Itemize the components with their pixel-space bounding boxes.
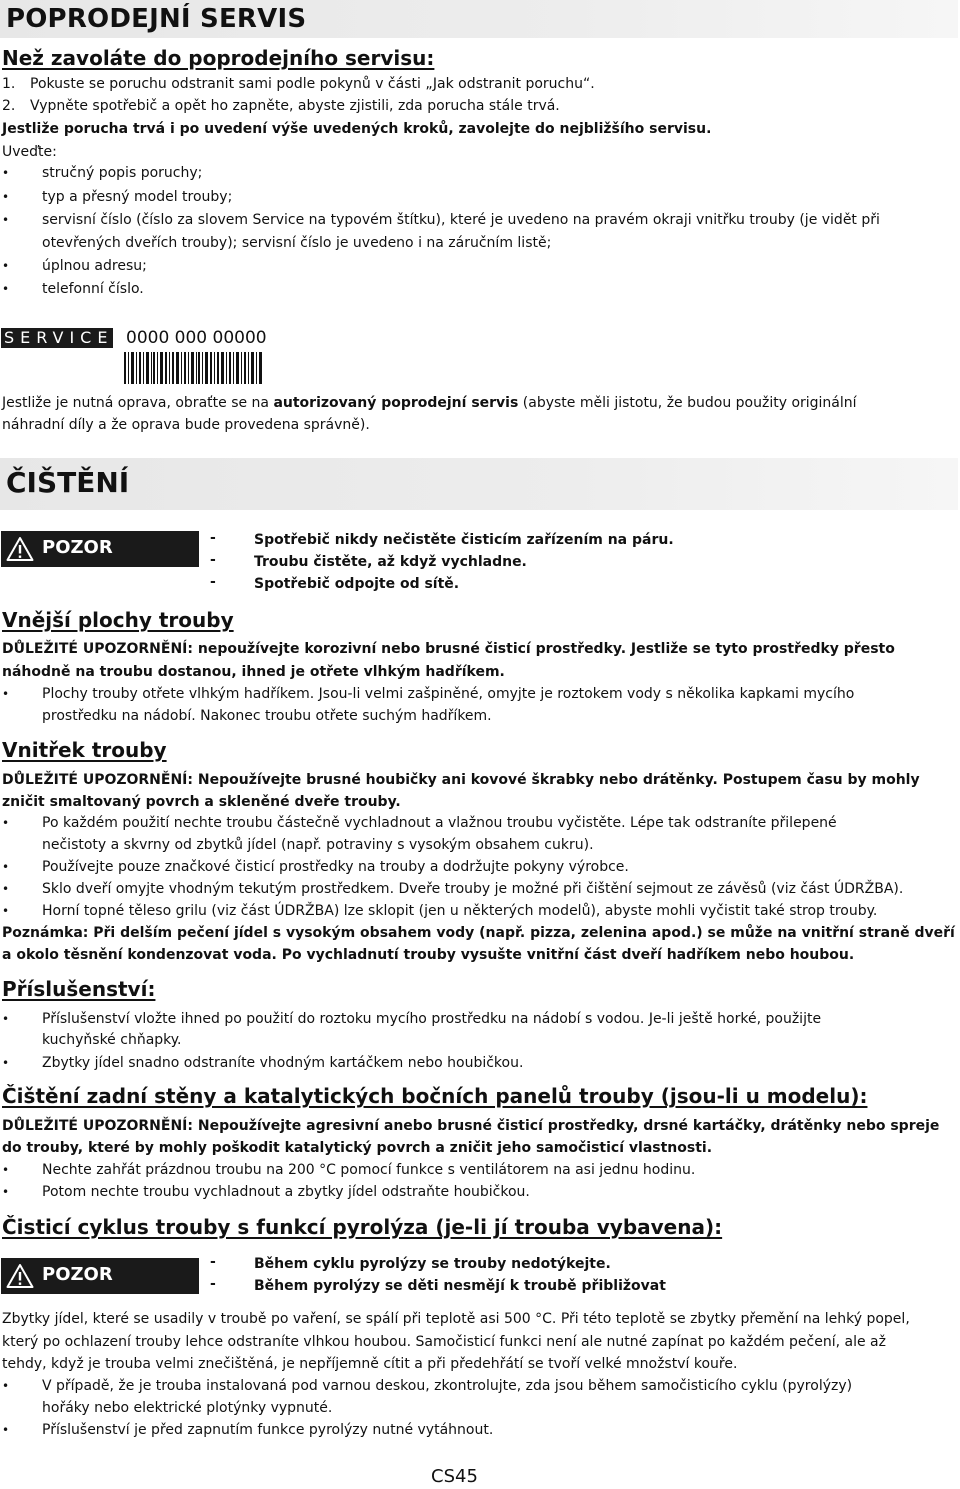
bold-note: Jestliže porucha trvá i po uvedení výše uvedených kroků, zavolejte do nejbližšího servisu. <box>2 121 712 137</box>
warning-triangle-icon <box>6 1263 34 1289</box>
list-item-text: stručný popis poruchy; <box>42 165 203 181</box>
repair-note: Jestliže je nutná oprava, obraťte se na autorizovaný poprodejní servis (abyste měli jistotu, že budou použity originální <box>2 395 857 411</box>
important-note: DŮLEŽITÉ UPOZORNĚNÍ: Nepoužívejte agresivní anebo brusné čisticí prostředky, drsné kartáčky, drátěnky nebo spreje <box>2 1118 940 1134</box>
list-item-text: typ a přesný model trouby; <box>42 189 233 205</box>
list-item-text-cont: hořáky nebo elektrické plotýnky vypnuté. <box>42 1400 333 1416</box>
paragraph-line: tehdy, když je trouba velmi znečištěná, je nepříjemně cítit a při předehřátí se tvoří velké množství kouře. <box>2 1356 738 1372</box>
list-item-text: Příslušenství vložte ihned po použití do roztoku mycího prostředku na nádobí s vodou. Je-li ještě horké, použijte <box>42 1011 822 1027</box>
warning-box <box>1 1258 199 1294</box>
barcode-icon <box>124 352 262 384</box>
service-label: SERVICE <box>4 328 114 347</box>
important-note-cont: náhodně na troubu dostanou, ihned je otřete vlhkým hadříkem. <box>2 664 505 680</box>
service-label-plate <box>1 328 113 348</box>
warning-item: Spotřebič odpojte od sítě. <box>254 576 460 592</box>
warning-item: Troubu čistěte, až když vychladne. <box>254 554 527 570</box>
section-header-cleaning <box>0 458 958 510</box>
manual-page: POPRODEJNÍ SERVIS Než zavoláte do poprodejního servisu: 1. Pokuste se poruchu odstranit sami podle pokynů v části „Jak odstranit poruchu“. 2. Vypněte spotřebič a opět ho zapněte, abyste zjistili, zda porucha stále trvá. Jestliže porucha trvá i po uvedení výše uvedených kroků, zavolejte do nejbližšího servisu. Uveďte: • stručný popis poruchy; • typ a přesný model trouby; • servisní číslo (číslo za slovem Service na typovém štítku), které je uvedeno na pravém okraji vnitřku trouby (je vidět při otevřených dveřích trouby); servisní číslo je uvedeno i na záručním listě; • úplnou adresu; • telefonní číslo. SERVICE 0000 000 00000 Jestliže je nutná oprava, obraťte se na autorizovaný poprodejní servis (abyste měli jistotu, že budou použity originální náhradní díly a že oprava bude provedena správně). ČIŠTĚNÍ POZOR - Spotřebič nikdy nečistěte čisticím zařízením na páru. - Troubu čistěte, až když vychladne. - Spotřebič odpojte od sítě. Vnější plochy trouby DŮLEŽITÉ UPOZORNĚNÍ: nepoužívejte korozivní nebo brusné čisticí prostředky. Jestliže se tyto prostředky přesto náhodně na troubu dostanou, ihned je otřete vlhkým hadříkem. • Plochy trouby otřete vlhkým hadříkem. Jsou-li velmi zašpiněné, omyjte je roztokem vody s několika kapkami mycího prostředku na nádobí. Nakonec troubu otřete suchým hadříkem. Vnitřek trouby DŮLEŽITÉ UPOZORNĚNÍ: Nepoužívejte brusné houbičky ani kovové škrabky nebo drátěnky. Postupem času by mohly zničit smaltovaný povrch a skleněné dveře trouby. • Po každém použití nechte troubu částečně vychladnout a vlažnou troubu vyčistěte. Lépe tak odstraníte přilepené nečistoty a skvrny od zbytků jídel (např. potraviny s vysokým obsahem cukru). • Používejte pouze značkové čisticí prostředky na trouby a dodržujte pokyny výrobce. • Sklo dveří omyjte vhodným tekutým prostředkem. Dveře trouby je možné při čištění sejmout ze závěsů (viz část ÚDRŽBA). • Horní topné těleso grilu (viz část ÚDRŽBA) lze sklopit (jen u některých modelů), abyste mohli vyčistit také strop trouby. Poznámka: Při delším pečení jídel s vysokým obsahem vody (např. pizza, zelenina apod.) se může na vnitřní straně dveří a okolo těsnění kondenzovat voda. Po vychladnutí trouby vysušte vnitřní část dveří hadříkem nebo houbou. Příslušenství: • Příslušenství vložte ihned po použití do roztoku mycího prostředku na nádobí s vodou. Je-li ještě horké, použijte kuchyňské chňapky. • Zbytky jídel snadno odstraníte vhodným kartáčkem nebo houbičkou. Čištění zadní stěny a katalytických bočních panelů trouby (jsou-li u modelu): DŮLEŽITÉ UPOZORNĚNÍ: Nepoužívejte agresivní anebo brusné čisticí prostředky, drsné kartáčky, drátěnky nebo spreje do trouby, které by mohly poškodit katalytický povrch a zničit jeho samočisticí vlastnosti. • Nechte zahřát prázdnou troubu na 200 °C pomocí funkce s ventilátorem na asi jednu hodinu. • Potom nechte troubu vychladnout a zbytky jídel odstraňte houbičkou. Čisticí cyklus trouby s funkcí pyrolýza (je-li jí trouba vybavena): POZOR - Během cyklu pyrolýzy se trouby nedotýkejte. - Během pyrolýzy se děti nesmějí k troubě přibližovat Zbytky jídel, které se usadily v troubě po vaření, se spálí při teplotě asi 500 °C. Při této teplotě se zbytky přemění na lehký popel, který po ochlazení trouby lehce odstraníte vlhkou houbou. Samočisticí funkci není ale nutné zapínat po každém pečení, ale až tehdy, když je trouba velmi znečištěná, je nepříjemně cítit a při předehřátí se tvoří velké množství kouře. • V případě, že je trouba instalovaná pod varnou deskou, zkontrolujte, zda jsou během samočisticího cyklu (pyrolýzy) hořáky nebo elektrické plotýnky vypnuté. • Příslušenství je před zapnutím funkce pyrolýzy nutné vytáhnout. CS45 <box>0 0 960 1489</box>
service-number: 0000 000 00000 <box>126 328 267 348</box>
list-item-text: Plochy trouby otřete vlhkým hadříkem. Jsou-li velmi zašpiněné, omyjte je roztokem vody s několika kapkami mycího <box>42 686 855 702</box>
list-item-text: Příslušenství je před zapnutím funkce pyrolýzy nutné vytáhnout. <box>42 1422 494 1438</box>
important-note: DŮLEŽITÉ UPOZORNĚNÍ: Nepoužívejte brusné houbičky ani kovové škrabky nebo drátěnky. Postupem času by mohly <box>2 772 920 788</box>
before-call-heading: Než zavoláte do poprodejního servisu: <box>2 46 435 70</box>
warning-label: POZOR <box>42 537 113 558</box>
warning-item: Spotřebič nikdy nečistěte čisticím zařízením na páru. <box>254 532 674 548</box>
list-item-text: úplnou adresu; <box>42 258 147 274</box>
list-item-text: Používejte pouze značkové čisticí prostředky na trouby a dodržujte pokyny výrobce. <box>42 859 629 875</box>
list-item-text: Sklo dveří omyjte vhodným tekutým prostředkem. Dveře trouby je možné při čištění sejmout ze závěsů (viz část ÚDRŽBA). <box>42 881 904 897</box>
paragraph-line: Zbytky jídel, které se usadily v troubě po vaření, se spálí při teplotě asi 500 °C. Při této teplotě se zbytky přemění na lehký popel, <box>2 1311 910 1327</box>
section-title: ČIŠTĚNÍ <box>6 466 130 499</box>
note-cont: a okolo těsnění kondenzovat voda. Po vychladnutí trouby vysušte vnitřní část dveří hadříkem nebo houbou. <box>2 947 855 963</box>
warning-item: Během cyklu pyrolýzy se trouby nedotýkejte. <box>254 1256 611 1272</box>
exterior-heading: Vnější plochy trouby <box>2 608 234 632</box>
list-item-text: Horní topné těleso grilu (viz část ÚDRŽBA) lze sklopit (jen u některých modelů), abyste mohli vyčistit také strop trouby. <box>42 903 878 919</box>
repair-note-cont: náhradní díly a že oprava bude provedena správně). <box>2 417 370 433</box>
list-item-text: Po každém použití nechte troubu částečně vychladnout a vlažnou troubu vyčistěte. Lépe tak odstraníte přilepené <box>42 815 837 831</box>
list-item-text-cont: kuchyňské chňapky. <box>42 1032 182 1048</box>
warning-triangle-icon <box>6 536 34 562</box>
list-item-text: V případě, že je trouba instalovaná pod varnou deskou, zkontrolujte, zda jsou během samočisticího cyklu (pyrolýzy) <box>42 1378 853 1394</box>
list-item-text: Potom nechte troubu vychladnout a zbytky jídel odstraňte houbičkou. <box>42 1184 530 1200</box>
pyrolysis-heading: Čisticí cyklus trouby s funkcí pyrolýza (je-li jí trouba vybavena): <box>2 1215 723 1239</box>
important-note-cont: zničit smaltovaný povrch a skleněné dveře trouby. <box>2 794 401 810</box>
warning-label: POZOR <box>42 1264 113 1285</box>
list-item-text-cont: prostředku na nádobí. Nakonec troubu otřete suchým hadříkem. <box>42 708 492 724</box>
list-item-text-cont: otevřených dveřích trouby); servisní číslo je uvedeno i na záručním listě; <box>42 235 552 251</box>
paragraph-line: který po ochlazení trouby lehce odstraníte vlhkou houbou. Samočisticí funkci není ale nutné zapínat po každém pečení, ale až <box>2 1334 886 1350</box>
list-item-text: Nechte zahřát prázdnou troubu na 200 °C pomocí funkce s ventilátorem na asi jednu hodinu. <box>42 1162 696 1178</box>
list-item-text: telefonní číslo. <box>42 281 144 297</box>
section-title: POPRODEJNÍ SERVIS <box>6 4 307 34</box>
warning-box <box>1 531 199 567</box>
interior-heading: Vnitřek trouby <box>2 738 167 762</box>
list-item-text: servisní číslo (číslo za slovem Service na typovém štítku), které je uvedeno na pravém okraji vnitřku trouby (je vidět při <box>42 212 880 228</box>
important-note-cont: do trouby, které by mohly poškodit katalytický povrch a zničit jeho samočisticí vlastnosti. <box>2 1140 713 1156</box>
section-header-after-sales <box>0 0 958 38</box>
page-number: CS45 <box>431 1466 478 1487</box>
provide-label: Uveďte: <box>2 144 57 160</box>
warning-item: Během pyrolýzy se děti nesmějí k troubě přibližovat <box>254 1278 666 1294</box>
list-item-text: Zbytky jídel snadno odstraníte vhodným kartáčkem nebo houbičkou. <box>42 1055 524 1071</box>
catalytic-heading: Čištění zadní stěny a katalytických bočních panelů trouby (jsou-li u modelu): <box>2 1084 868 1108</box>
accessories-heading: Příslušenství: <box>2 977 156 1001</box>
list-item-text-cont: nečistoty a skvrny od zbytků jídel (např. potraviny s vysokým obsahem cukru). <box>42 837 594 853</box>
note: Poznámka: Při delším pečení jídel s vysokým obsahem vody (např. pizza, zelenina apod.) se může na vnitřní straně dveří <box>2 925 955 941</box>
important-note: DŮLEŽITÉ UPOZORNĚNÍ: nepoužívejte korozivní nebo brusné čisticí prostředky. Jestliže se tyto prostředky přesto <box>2 641 895 657</box>
